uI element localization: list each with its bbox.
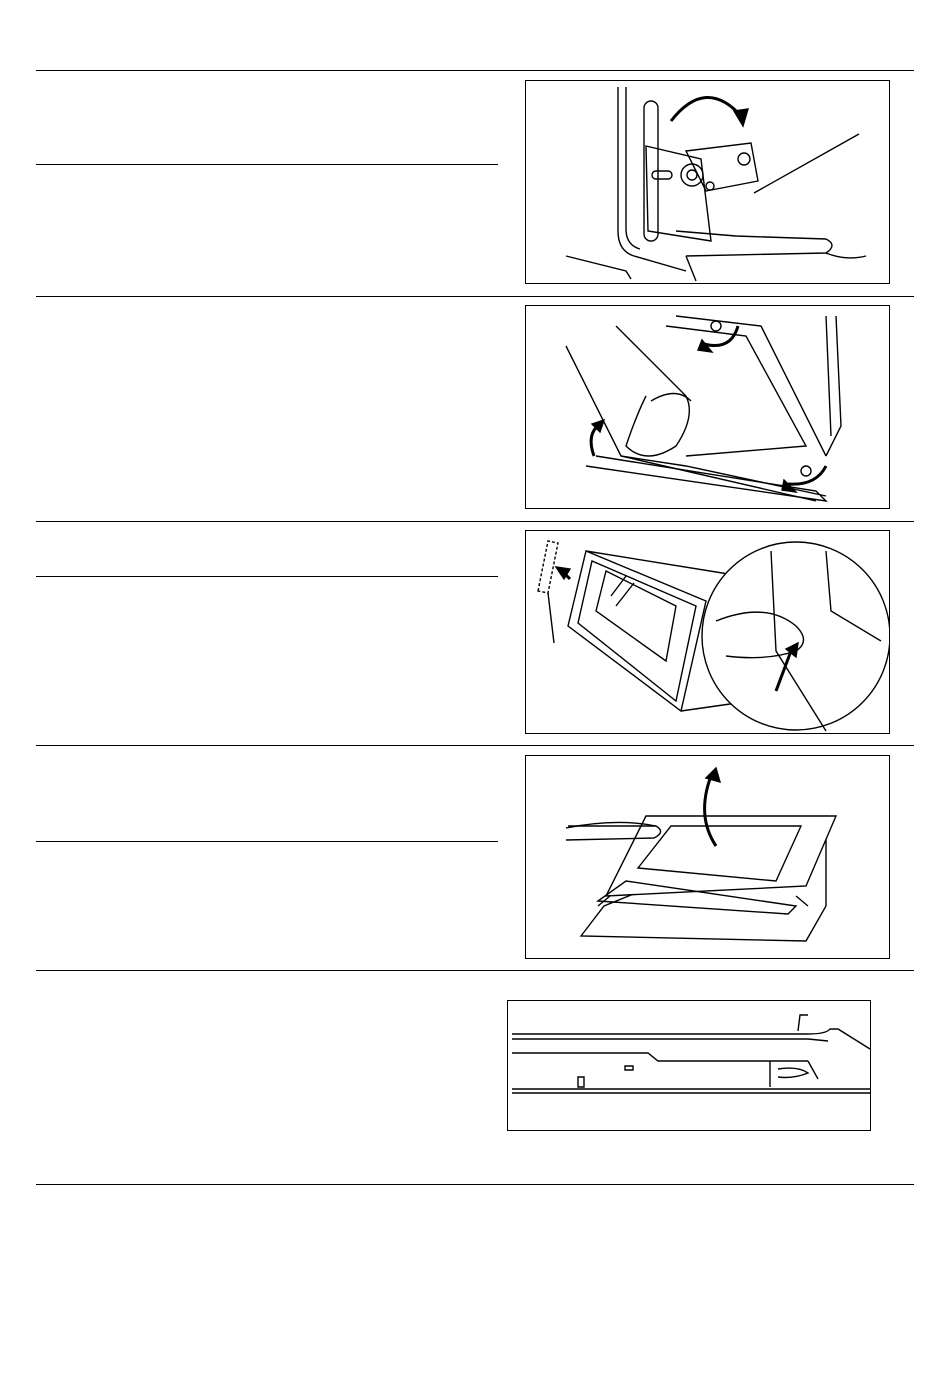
text-divider-1 <box>36 164 498 165</box>
glass-pane-refit-illustration <box>507 1000 871 1131</box>
hinge-lever-illustration <box>525 80 890 284</box>
section-divider-2 <box>36 296 914 297</box>
section-divider-3 <box>36 521 914 522</box>
glass-pane-removal-illustration <box>525 755 890 959</box>
text-divider-3 <box>36 576 498 577</box>
door-lift-off-illustration <box>525 305 890 509</box>
section-divider-5 <box>36 970 914 971</box>
section-divider-4 <box>36 745 914 746</box>
door-trim-removal-illustration <box>525 530 890 734</box>
section-divider-6 <box>36 1184 914 1185</box>
text-divider-4 <box>36 841 498 842</box>
section-divider-1 <box>36 70 914 71</box>
